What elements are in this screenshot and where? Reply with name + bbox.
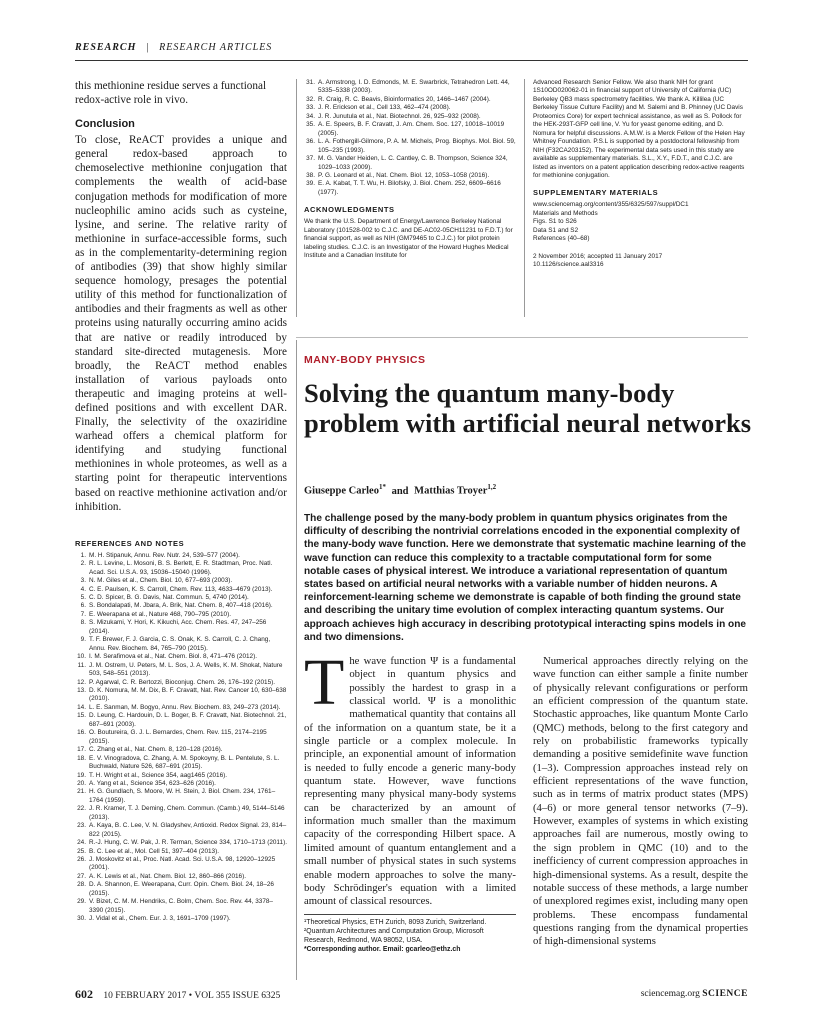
reference-text: C. Zhang et al., Nat. Chem. 8, 120–128 (2016). — [89, 746, 223, 754]
references-heading: REFERENCES AND NOTES — [75, 538, 185, 548]
reference-item — [75, 611, 287, 619]
reference-text: M. H. Stipanuk, Annu. Rev. Nutr. 24, 539–577 (2004). — [89, 551, 240, 559]
reference-item — [75, 746, 287, 754]
reference-item — [75, 822, 287, 839]
journal-name: SCIENCE — [702, 989, 748, 999]
reference-item — [75, 712, 287, 729]
reference-text: D. A. Shannon, E. Weerapana, Curr. Opin. Chem. Biol. 24, 18–26 (2015). — [89, 881, 274, 897]
reference-number: 20. — [77, 779, 86, 787]
middle-column — [304, 79, 516, 261]
drop-cap: T — [304, 646, 345, 719]
reference-text: P. G. Leonard et al., Nat. Chem. Biol. 12, 1053–1058 (2016). — [318, 171, 490, 179]
reference-number: 2. — [80, 560, 86, 568]
supplementary-item: References (40–68) — [533, 235, 590, 243]
reference-item — [75, 898, 287, 915]
article-body-right — [533, 655, 748, 949]
reference-number: 36. — [306, 138, 315, 146]
reference-text: A. K. Lewis et al., Nat. Chem. Biol. 12, 860–866 (2016). — [89, 872, 247, 880]
reference-item — [304, 155, 516, 172]
acknowledgments-text-continued: Advanced Research Senior Fellow. We also thank NIH for grant 1S10OD020062-01 in financial support of University of California (UC) Berkeley QB3 mass spectrometry facilities. We thank A. Killilea (UC Berkeley Tissue Culture Facility) and M. Salemi and B. Phinney (UC Davis Proteomics Core) for expert technical assistance, as well as S. Pollock for the HEK-293T-GFP cell line, V. Yu for yeast genome editing, and D. Nomura for helpful discussions. A.M.W. is a Merck Fellow of the Helen Hay Whitney Foundation. P.S.L is supported by a postdoctoral fellowship from NIH (F32CA203152). The experimental data sets used in this study are available as supplementary materials. S.L., X.Y., F.D.T., and C.J.C. are listed as inventors on a patent application describing redox-active reagents for methionine conjugation. — [533, 79, 745, 179]
article-paragraph-text: he wave function Ψ is a fundamental object in quantum physics and possibly the hardest to grasp in a classical world. Ψ is a monolithic mathematical quantity that contains all of the information on a quantum state, be it a single particle or a complex molecule. In principle, an exponential amount of information is needed to fully encode a generic many-body quantum state. However, wave functions representing many physical many-body systems can be characterized by an amount of information much smaller than the maximum capacity of the corresponding Hilbert space. A limited amount of quantum entanglement and a small number of physical states in such systems enable modern approaches to solve the many-body Schrödinger's equation with a limited amount of classical resources. — [304, 655, 516, 908]
reference-number: 34. — [306, 112, 315, 120]
reference-number: 6. — [80, 602, 86, 610]
reference-text: E. Weerapana et al., Nature 468, 790–795 (2010). — [89, 610, 231, 618]
reference-text: O. Boutureira, G. J. L. Bernardes, Chem. Rev. 115, 2174–2195 (2015). — [89, 729, 267, 745]
reference-text: L. A. Fothergill-Gilmore, P. A. M. Michels, Prog. Biophys. Mol. Biol. 59, 105–235 (1993). — [318, 138, 516, 154]
references-list-b — [304, 79, 516, 197]
reference-number: 7. — [80, 610, 86, 618]
article-title: Solving the quantum many-body problem with artificial neural networks — [304, 378, 752, 438]
reference-number: 37. — [306, 155, 315, 163]
supplementary-item: Data S1 and S2 — [533, 226, 579, 234]
reference-number: 21. — [77, 788, 86, 796]
reference-number: 33. — [306, 104, 315, 112]
reference-text: J. R. Kramer, T. J. Deming, Chem. Commun. (Camb.) 49, 5144–5146 (2013). — [89, 805, 285, 821]
reference-text: B. C. Lee et al., Mol. Cell 51, 397–404 (2013). — [89, 847, 220, 855]
reference-number: 15. — [77, 712, 86, 720]
corresponding-author: *Corresponding author. Email: gcarleo@ethz.ch — [304, 945, 461, 953]
reference-text: N. M. Giles et al., Chem. Biol. 10, 677–693 (2003). — [89, 577, 233, 585]
reference-item — [75, 729, 287, 746]
reference-text: P. Agarwal, C. R. Bertozzi, Bioconjug. Chem. 26, 176–192 (2015). — [89, 678, 276, 686]
reference-item — [75, 848, 287, 856]
reference-text: R.-J. Hung, C. W. Pak, J. R. Terman, Science 334, 1710–1713 (2011). — [89, 839, 287, 847]
reference-text: A. Yang et al., Science 354, 623–626 (2016). — [89, 779, 216, 787]
reference-number: 25. — [77, 847, 86, 855]
reference-number: 16. — [77, 729, 86, 737]
reference-item — [304, 79, 516, 96]
reference-text: D. K. Nomura, M. M. Dix, B. F. Cravatt, Nat. Rev. Cancer 10, 630–638 (2010). — [89, 686, 287, 703]
reference-item — [304, 138, 516, 155]
reference-item — [75, 577, 287, 585]
article-body-left — [304, 646, 516, 954]
issue-info: 10 FEBRUARY 2017 • VOL 355 ISSUE 6325 — [103, 991, 281, 1001]
reference-number: 39. — [306, 180, 315, 188]
reference-text: S. Bondalapati, M. Jbara, A. Brik, Nat. Chem. 8, 407–418 (2016). — [89, 602, 273, 610]
reference-item — [75, 662, 287, 679]
reference-number: 12. — [77, 678, 86, 686]
reference-number: 30. — [77, 915, 86, 923]
reference-number: 17. — [77, 746, 86, 754]
page-footer-right — [641, 989, 748, 999]
reference-number: 3. — [80, 577, 86, 585]
reference-text: J. Vidal et al., Chem. Eur. J. 3, 1691–1709 (1997). — [89, 915, 231, 923]
reference-number: 5. — [80, 593, 86, 601]
reference-item — [75, 619, 287, 636]
reference-number: 10. — [77, 653, 86, 661]
page-footer-left — [75, 987, 280, 1002]
subsection-label: RESEARCH ARTICLES — [159, 42, 273, 53]
reference-item — [75, 881, 287, 898]
section-rule — [296, 337, 748, 338]
reference-text: C. D. Spicer, B. G. Davis, Nat. Commun. 5, 4740 (2014). — [89, 593, 249, 601]
reference-text: M. G. Vander Heiden, L. C. Cantley, C. B. Thompson, Science 324, 1029–1033 (2009). — [318, 155, 508, 171]
reference-item — [304, 121, 516, 138]
reference-number: 4. — [80, 585, 86, 593]
intro-paragraph: this methionine residue serves a functional redox-active role in vivo. — [75, 80, 267, 107]
reference-item — [75, 687, 287, 704]
reference-item — [75, 586, 287, 594]
conclusion-heading: Conclusion — [75, 118, 135, 131]
supplementary-item: Figs. S1 to S26 — [533, 218, 577, 226]
reference-number: 22. — [77, 805, 86, 813]
section-separator: | — [145, 42, 150, 53]
article-abstract: The challenge posed by the many-body problem in quantum physics originates from the difficulty of describing the nontrivial correlations encoded in the exponential complexity of the many-body wave function. Here we demonstrate that systematic machine learning of the wave function can reduce this complexity to a tractable computational form for some notable cases of physical interest. We introduce a variational representation of quantum states based on artificial neural networks with a variable number of hidden neurons. A reinforcement-learning scheme we demonstrate is capable of both finding the ground state and describing the unitary time evolution of complex interacting quantum systems. Our approach achieves high accuracy in describing prototypical interacting spins models in one and two dimensions. — [304, 513, 746, 643]
header-rule — [75, 60, 748, 61]
reference-number: 28. — [77, 881, 86, 889]
reference-text: R. L. Levine, L. Mosoni, B. S. Berlett, E. R. Stadtman, Proc. Natl. Acad. Sci. U.S.A. 93, 15036–15040 (1996). — [89, 560, 273, 576]
affiliation-1: ¹Theoretical Physics, ETH Zurich, 8093 Zurich, Switzerland. — [304, 918, 487, 926]
conclusion-paragraph: To close, ReACT provides a unique and general redox-based approach to chemoselective methionine conjugation that complements the wealth of acid-base conjugation methods for modification of more nucleophilic amino acids such as cysteine, lysine, and serine. The relative rarity of methionine in surface-accessible forms, such as in the complementarity-determining region of antibodies (39) that show highly similar sequence homology, presages the potential utility of this method for functionalization of antibodies and their fragments as well as other proteins using naturally occurring amino acids that are native or readily introduced by standard site-directed mutagenesis. More broadly, the ReACT method enables installation of various payloads onto therapeutic and imaging proteins at well-defined positions and with excellent DAR. Finally, the selectivity of the oxaziridine warhead offers a chemical platform for identifying and studying functional methionines in whole proteomes, as well as a starting point for therapeutic interventions based on reactive methionine activation and/or inhibition. — [75, 134, 287, 513]
column-divider — [296, 79, 297, 317]
reference-number: 1. — [80, 551, 86, 559]
acknowledgments-heading: ACKNOWLEDGMENTS — [304, 205, 395, 215]
supplementary-heading: SUPPLEMENTARY MATERIALS — [533, 188, 659, 198]
reference-text: E. A. Kabat, T. T. Wu, H. Bilofsky, J. Biol. Chem. 252, 6609–6616 (1977). — [318, 180, 501, 196]
reference-text: T. H. Wright et al., Science 354, aag1465 (2016). — [89, 771, 228, 779]
reference-number: 35. — [306, 121, 315, 129]
page-number: 602 — [75, 987, 93, 1001]
reference-item — [75, 552, 287, 560]
left-column — [75, 79, 287, 924]
reference-item — [75, 805, 287, 822]
acknowledgments-text: We thank the U.S. Department of Energy/Lawrence Berkeley National Laboratory (101528-002 to C.J.C. and DE-AC02-05CH11231 to F.D.T.) for financial support, as well as NIH (GM79465 to C.J.C.) for pilot protein labeling studies. C.J.C. is an Investigator of the Howard Hughes Medical Institute and a Canadian Institute for — [304, 218, 513, 260]
references-list-a — [75, 552, 287, 924]
reference-item — [75, 873, 287, 881]
footnote-rule — [304, 914, 516, 915]
article-kicker: MANY-BODY PHYSICS — [304, 354, 426, 366]
reference-text: J. Moskovitz et al., Proc. Natl. Acad. Sci. U.S.A. 98, 12920–12925 (2001). — [89, 856, 276, 872]
right-column — [533, 79, 748, 270]
supplementary-list — [533, 201, 748, 243]
reference-item — [75, 780, 287, 788]
reference-text: A. Armstrong, I. D. Edmonds, M. E. Swarbrick, Tetrahedron Lett. 44, 5335–5338 (2003). — [318, 79, 510, 95]
reference-text: E. V. Vinogradova, C. Zhang, A. M. Spokoyny, B. L. Pentelute, S. L. Buchwald, Nature 526, 687–691 (2015). — [89, 754, 280, 771]
reference-text: C. E. Paulsen, K. S. Carroll, Chem. Rev. 113, 4633–4679 (2013). — [89, 585, 273, 593]
reference-number: 11. — [77, 661, 86, 669]
reference-number: 14. — [77, 703, 86, 711]
reference-number: 8. — [80, 619, 86, 627]
reference-item — [75, 788, 287, 805]
reference-item — [75, 772, 287, 780]
author-name[interactable]: Giuseppe Carleo — [304, 485, 379, 497]
reference-text: A. E. Speers, B. F. Cravatt, J. Am. Chem. Soc. 127, 10018–10019 (2005). — [318, 121, 505, 137]
reference-item — [75, 594, 287, 602]
reference-text: T. F. Brewer, F. J. Garcia, C. S. Onak, K. S. Carroll, C. J. Chang, Annu. Rev. Biochem. 84, 765–790 (2015). — [89, 636, 271, 652]
reference-text: A. Kaya, B. C. Lee, V. N. Gladyshev, Antioxid. Redox Signal. 23, 814–822 (2015). — [89, 822, 287, 838]
reference-item — [304, 104, 516, 112]
reference-number: 32. — [306, 95, 315, 103]
reference-item — [75, 636, 287, 653]
author-affiliation-marker: 1,2 — [487, 483, 497, 491]
reference-item — [75, 915, 287, 923]
article-paragraph: Numerical approaches directly relying on the wave function can either sample a finite number of physically relevant configurations or perform an efficient compression of the quantum state. Stochastic approaches, like quantum Monte Carlo (QMC) methods, belong to the first category and rely on probabilistic frameworks typically demanding a positive semidefinite wave function (1–3). Compression approaches instead rely on efficient representations of the wave function, such as in terms of matrix product states (MPS) (4–6) or more general tensor networks (7–9). However, examples of systems in which existing approaches fail are numerous, mostly owing to the sign problem in QMC (10) and to the inefficiency of current compression approaches in high-dimensional systems. As a result, despite the notable success of these methods, a large number of unexplored regimes exist, including many open problems. These encompass fundamental questions ranging from the dynamical properties of high-dimensional systems — [533, 655, 748, 948]
reference-number: 26. — [77, 856, 86, 864]
reference-number: 23. — [77, 822, 86, 830]
reference-number: 24. — [77, 839, 86, 847]
section-label: RESEARCH — [75, 42, 137, 53]
reference-item — [304, 113, 516, 121]
reference-item — [75, 856, 287, 873]
reference-item — [304, 180, 516, 197]
reference-item — [75, 679, 287, 687]
reference-text: J. R. Erickson et al., Cell 133, 462–474 (2008). — [318, 104, 451, 112]
running-head — [75, 42, 272, 53]
supplementary-item: Materials and Methods — [533, 209, 598, 217]
article-paragraph — [304, 646, 516, 909]
author-name[interactable]: Matthias Troyer — [414, 485, 488, 497]
reference-text: R. Craig, R. C. Beavis, Bioinformatics 20, 1466–1467 (2004). — [318, 95, 491, 103]
supplementary-link[interactable]: www.sciencemag.org/content/355/6325/597/suppl/DC1 — [533, 201, 689, 209]
reference-item — [75, 560, 287, 577]
reference-text: L. E. Sanman, M. Bogyo, Annu. Rev. Biochem. 83, 249–273 (2014). — [89, 703, 281, 711]
reference-number: 31. — [306, 79, 315, 86]
reference-item — [75, 653, 287, 661]
reference-number: 13. — [77, 686, 86, 694]
reference-text: H. G. Gundlach, S. Moore, W. H. Stein, J. Biol. Chem. 234, 1761–1764 (1959). — [89, 788, 276, 804]
reference-item — [304, 96, 516, 104]
received-dates: 2 November 2016; accepted 11 January 2017 — [533, 252, 663, 260]
author-affiliation-marker: 1* — [378, 483, 386, 491]
reference-number: 38. — [306, 171, 315, 179]
reference-number: 29. — [77, 898, 86, 906]
reference-text: J. M. Ostrem, U. Peters, M. L. Sos, J. A. Wells, K. M. Shokat, Nature 503, 548–551 (2013). — [89, 661, 283, 678]
reference-text: J. R. Junutula et al., Nat. Biotechnol. 26, 925–932 (2008). — [318, 112, 481, 120]
reference-number: 18. — [77, 754, 86, 762]
site-link[interactable]: sciencemag.org — [640, 989, 700, 999]
column-divider — [296, 340, 297, 980]
reference-number: 27. — [77, 872, 86, 880]
reference-number: 9. — [80, 636, 86, 644]
article-authors — [304, 483, 496, 497]
column-divider — [524, 79, 525, 317]
reference-item — [304, 172, 516, 180]
author-conjunction: and — [391, 485, 409, 497]
reference-text: V. Bizet, C. M. M. Hendriks, C. Bolm, Chem. Soc. Rev. 44, 3378–3390 (2015). — [89, 898, 273, 914]
reference-item — [75, 602, 287, 610]
reference-text: S. Mizukami, Y. Hori, K. Kikuchi, Acc. Chem. Res. 47, 247–256 (2014). — [89, 619, 267, 635]
reference-number: 19. — [77, 771, 86, 779]
reference-item — [75, 839, 287, 847]
doi: 10.1126/science.aal3316 — [533, 261, 604, 269]
reference-text: D. Leung, C. Hardouin, D. L. Boger, B. F. Cravatt, Nat. Biotechnol. 21, 687–691 (2003). — [89, 712, 287, 728]
reference-text: I. M. Serafimova et al., Nat. Chem. Biol. 8, 471–476 (2012). — [89, 653, 258, 661]
reference-item — [75, 755, 287, 772]
affiliation-2: ²Quantum Architectures and Computation Group, Microsoft Research, Redmond, WA 98052, USA. — [304, 927, 484, 944]
reference-item — [75, 704, 287, 712]
